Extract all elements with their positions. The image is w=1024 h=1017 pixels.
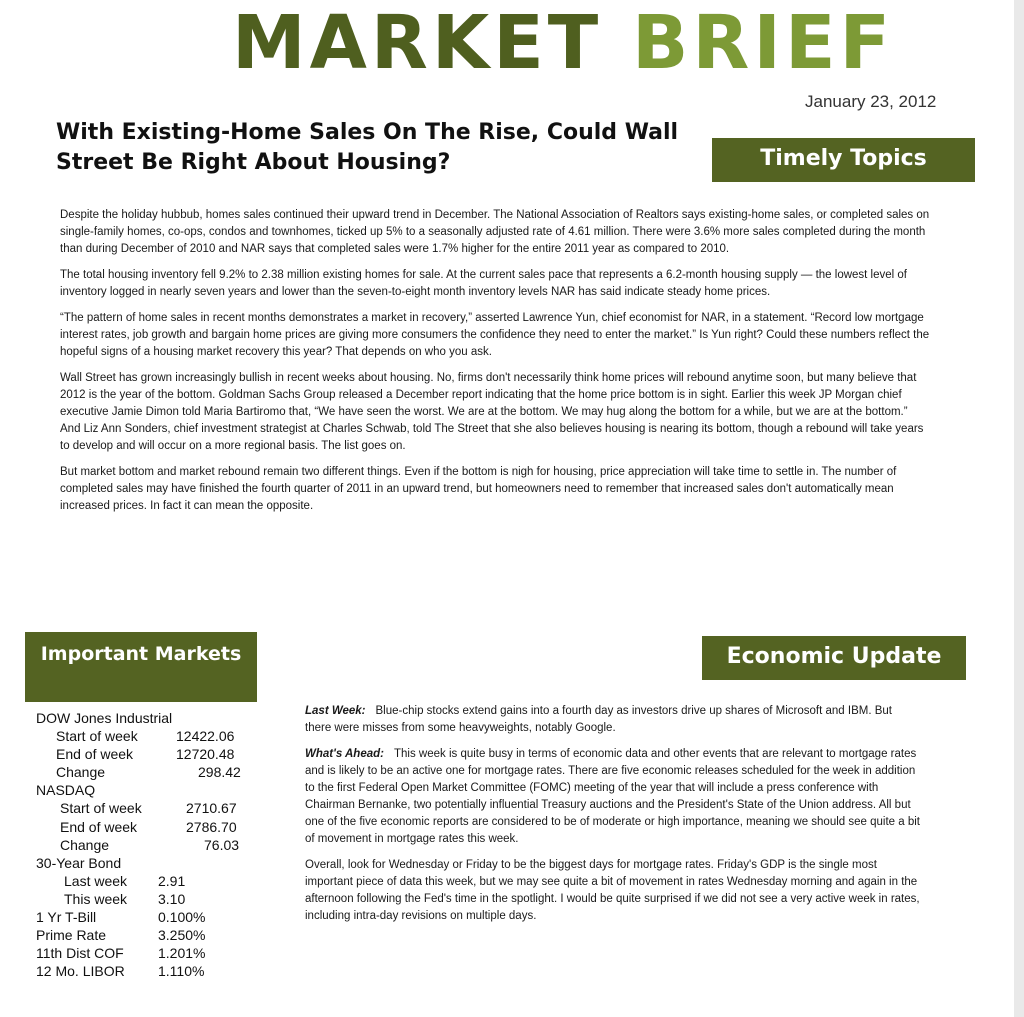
article-paragraph: “The pattern of home sales in recent months demonstrates a market in recovery,” asserted Lawrence Yun, chief economist for NAR, in a statement. “Record low mortgage interest rates, job growth and bargain home prices are giving more consumers the confidence they need to enter the market.” Is Yun right? Could these numbers reflect the hopeful signs of a housing market recovery this year? That depends on who you ask. [60,312,930,358]
whats-ahead-text: This week is quite busy in terms of economic data and other events that are relevant to mortgage rates and is likely to be an active one for mortgage rates. There are five economic releases scheduled for the week in addition to the first Federal Open Market Committee (FOMC) meeting of the year that will include a press conference with Chairman Bernanke, two potentially influential Treasury auctions and the President's State of the Union address. All but one of the five economic reports are considered to be of moderate or high importance, meaning we should see quite a bit of movement in mortgage rates this week. [305,748,920,845]
market-row [36,908,256,926]
issue-date: January 23, 2012 [805,92,937,111]
market-value: 2786.70 [186,818,237,835]
important-markets-header: Important Markets [25,632,257,702]
economic-paragraph [305,746,920,848]
market-value: 0.100% [158,909,206,926]
market-row [36,926,256,944]
market-label: This week [64,890,128,907]
market-row [36,944,256,962]
market-label: Start of week [60,800,142,817]
market-label: DOW Jones Industrial [36,710,173,726]
market-label: Change [56,764,106,781]
market-value: 12422.06 [176,728,235,745]
market-row [36,745,256,763]
market-label: 1 Yr T-Bill [36,909,97,926]
market-label: 12 Mo. LIBOR [36,963,125,980]
page-edge [1014,0,1024,1017]
market-label: End of week [56,746,134,763]
economic-paragraph: Overall, look for Wednesday or Friday to be the biggest days for mortgage rates. Friday's GDP is the single most important piece of data this week, but we may see quite a bit of movement in rates Wednesday morning and again in the afternoon following the Fed's time in the spotlight. I would be quite surprised if we did not see a very active week in rates, including intra-day revisions on multiple days. [305,859,920,922]
masthead-word-brief: BRIEF [632,0,895,86]
market-label: End of week [60,818,138,835]
market-value: 76.03 [204,836,240,853]
market-label: 30-Year Bond [36,854,122,871]
market-value: 2.91 [158,872,186,889]
market-value: 1.201% [158,945,206,962]
market-group-row [36,854,256,872]
market-label: 11th Dist COF [36,945,124,962]
market-group-row [36,709,256,727]
market-label: Last week [64,872,128,889]
market-group-row [36,781,256,799]
market-row [36,727,256,745]
article-paragraph: Wall Street has grown increasingly bullish in recent weeks about housing. No, firms don't necessarily think home prices will rebound anytime soon, but many believe that 2012 is the year of the bottom. Goldman Sachs Group released a December report indicating that the home price bottom is in sight. Earlier this week JP Morgan chief executive Jamie Dimon told Maria Bartiromo that, “We have seen the worst. We are at the bottom. We may hug along the bottom for a while, but we are at the bottom.” And Liz Ann Sonders, chief investment strategist at Charles Schwab, told The Street that she also believes housing is nearing its bottom, though a rebound will take years to develop and will occur on a more regional basis. The list goes on. [60,372,924,452]
article-headline: With Existing-Home Sales On The Rise, Could Wall Street Be Right About Housing? [56,120,679,175]
market-value: 12720.48 [176,746,235,763]
timely-topics-header: Timely Topics [712,138,975,182]
last-week-text: Blue-chip stocks extend gains into a fourth day as investors drive up shares of Microsoft and IBM. But there were misses from some heavyweights, notably Google. [305,705,892,734]
market-row [36,890,256,908]
market-row [36,962,256,980]
market-value: 3.10 [158,890,186,907]
economic-update-body [305,703,920,934]
market-row [36,763,256,781]
article-paragraph: The total housing inventory fell 9.2% to 2.38 million existing homes for sale. At the current sales pace that represents a 6.2-month housing supply — the lowest level of inventory logged in nearly seven years and lower than the seven-to-eight month inventory levels NAR has said indicate steady home prices. [60,269,907,298]
article-paragraph: Despite the holiday hubbub, homes sales continued their upward trend in December. The National Association of Realtors says existing-home sales, or completed sales on single-family homes, co-ops, condos and townhomes, ticked up 5% to a seasonally adjusted rate of 4.61 million. There were 3.6% more sales completed during the month than during December of 2010 and NAR says that completed sales were 1.7% higher for the entire 2011 year as compared to 2010. [60,209,930,255]
market-label: Start of week [56,728,138,745]
economic-update-header: Economic Update [702,636,966,680]
whats-ahead-label: What's Ahead: [305,748,384,760]
masthead-title [232,0,895,86]
market-label: NASDAQ [36,782,96,799]
market-value: 1.110% [158,963,205,980]
market-row [36,799,256,817]
market-row [36,872,256,890]
market-value: 2710.67 [186,800,237,817]
last-week-label: Last Week: [305,705,366,717]
market-value: 298.42 [198,764,241,781]
market-value: 3.250% [158,927,206,944]
masthead-word-market: MARKET [232,0,603,86]
market-label: Change [60,836,110,853]
markets-table [36,709,256,980]
article-body [60,207,930,524]
market-row [36,836,256,854]
article-paragraph: But market bottom and market rebound remain two different things. Even if the bottom is nigh for housing, price appreciation will take time to settle in. The number of completed sales may have finished the fourth quarter of 2011 in an upward trend, but homeowners need to remember that increased sales don't automatically mean increased prices. In fact it can mean the opposite. [60,466,897,512]
market-row [36,818,256,836]
economic-paragraph [305,703,920,737]
market-label: Prime Rate [36,927,107,944]
